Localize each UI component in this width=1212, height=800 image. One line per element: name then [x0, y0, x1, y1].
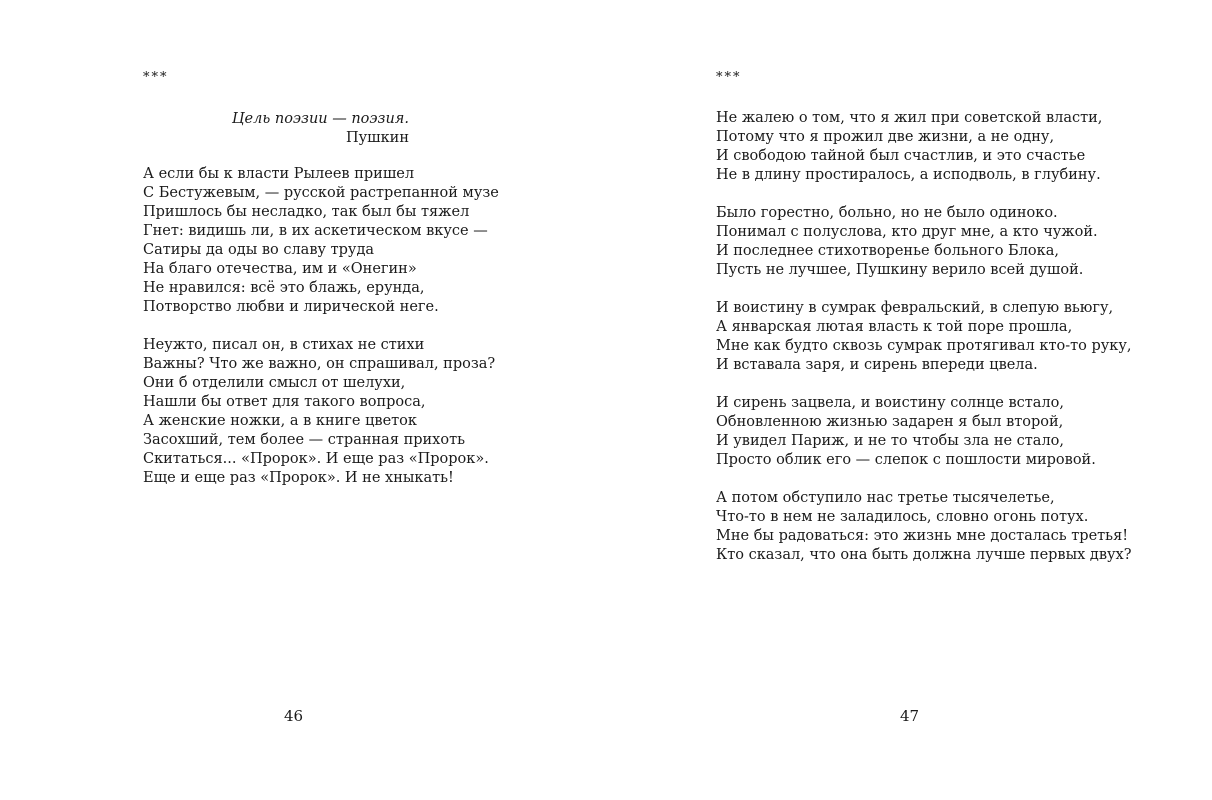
section-separator: ***: [716, 70, 742, 85]
poem-line: Неужто, писал он, в стихах не стихи: [143, 337, 425, 353]
poem: [143, 165, 499, 507]
stanza: [716, 299, 1132, 375]
page-number: 47: [900, 707, 920, 725]
epigraph-text: Цель поэзии — поэзия.: [231, 111, 409, 127]
poem-line: А потом обступило нас третье тысячелетье,: [716, 490, 1055, 506]
poem-line: Было горестно, больно, но не было одиноко.: [716, 205, 1058, 221]
stanza: [143, 336, 499, 488]
page-number: 46: [284, 707, 304, 725]
poem-line: Засохший, тем более — странная прихоть: [143, 432, 466, 448]
poem-line: Мне бы радоваться: это жизнь мне досталась третья!: [716, 528, 1129, 544]
poem-line: Еще и еще раз «Пророк». И не хныкать!: [143, 470, 454, 486]
poem-line: Потому что я прожил две жизни, а не одну,: [716, 129, 1055, 145]
poem-line: А женские ножки, а в книге цветок: [143, 413, 417, 429]
poem-line: Скитаться... «Пророк». И еще раз «Пророк».: [143, 451, 489, 467]
epigraph: [143, 110, 409, 148]
poem-line: Нашли бы ответ для такого вопроса,: [143, 394, 426, 410]
poem-line: Они б отделили смысл от шелухи,: [143, 375, 406, 391]
poem-line: И вставала заря, и сирень впереди цвела.: [716, 357, 1038, 373]
poem-line: И последнее стихотворенье больного Блока,: [716, 243, 1059, 259]
poem-line: И свободою тайной был счастлив, и это счастье: [716, 148, 1086, 164]
poem-line: Мне как будто сквозь сумрак протягивал кто-то руку,: [716, 338, 1132, 354]
poem-line: А если бы к власти Рылеев пришел: [143, 166, 415, 182]
poem-line: Что-то в нем не заладилось, словно огонь потух.: [716, 509, 1089, 525]
poem-line: На благо отечества, им и «Онегин»: [143, 261, 417, 277]
poem-line: Понимал с полуслова, кто друг мне, а кто чужой.: [716, 224, 1098, 240]
poem: [716, 109, 1132, 584]
poem-line: Обновленною жизнью задарен я был второй,: [716, 414, 1064, 430]
poem-line: Не жалею о том, что я жил при советской власти,: [716, 110, 1103, 126]
poem-line: И воистину в сумрак февральский, в слепую вьюгу,: [716, 300, 1114, 316]
epigraph-author: Пушкин: [345, 130, 409, 146]
right-page: [606, 0, 1212, 800]
stanza: [716, 489, 1132, 565]
poem-line: Важны? Что же важно, он спрашивал, проза?: [143, 356, 496, 372]
stanza: [716, 204, 1132, 280]
poem-line: Кто сказал, что она быть должна лучше первых двух?: [716, 547, 1132, 563]
poem-line: Потворство любви и лирической неге.: [143, 299, 439, 315]
poem-line: Сатиры да оды во славу труда: [143, 242, 375, 258]
stanza: [716, 109, 1132, 185]
section-separator: ***: [143, 70, 169, 85]
poem-line: А январская лютая власть к той поре прошла,: [716, 319, 1073, 335]
poem-line: И увидел Париж, и не то чтобы зла не стало,: [716, 433, 1065, 449]
poem-line: Пришлось бы несладко, так был бы тяжел: [143, 204, 470, 220]
poem-line: Просто облик его — слепок с пошлости мировой.: [716, 452, 1096, 468]
stanza: [716, 394, 1132, 470]
poem-line: Гнет: видишь ли, в их аскетическом вкусе —: [143, 223, 488, 239]
poem-line: И сирень зацвела, и воистину солнце встало,: [716, 395, 1064, 411]
poem-line: С Бестужевым, — русской растрепанной музе: [143, 185, 499, 201]
stanza: [143, 165, 499, 317]
poem-line: Пусть не лучшее, Пушкину верило всей душой.: [716, 262, 1084, 278]
poem-line: Не в длину простиралось, а исподволь, в глубину.: [716, 167, 1101, 183]
poem-line: Не нравился: всё это блажь, ерунда,: [143, 280, 425, 296]
